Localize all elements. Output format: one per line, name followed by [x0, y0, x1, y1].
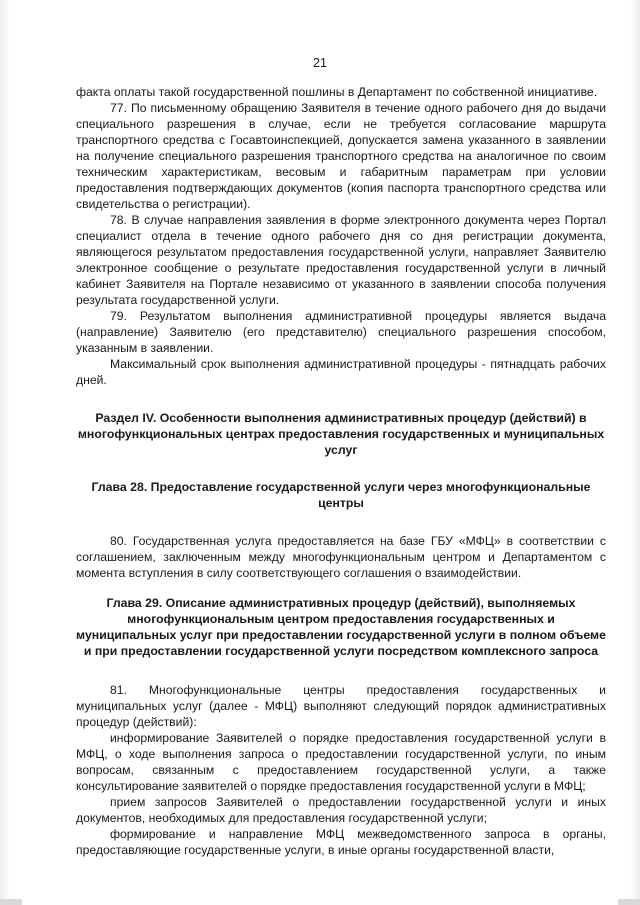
- paragraph-81-item-reception: прием запросов Заявителей о предоставлении государственной услуги и иных документов, необходимых для предоставления государственной услуги;: [76, 795, 606, 825]
- scan-edge-right: [618, 899, 640, 905]
- paragraph-79: 79. Результатом выполнения административной процедуры является выдача (направление) Заявителю (его представителю) специального разрешения способом, указанным в заявлении.: [76, 309, 606, 355]
- paragraph-81: 81. Многофункциональные центры предоставления государственных и муниципальных услуг (далее - МФЦ) выполняют следующий порядок административных процедур (действий):: [76, 683, 606, 729]
- page-number: 21: [313, 56, 327, 70]
- paragraph-81-item-informing: информирование Заявителей о порядке предоставления государственной услуги в МФЦ, о ходе выполнения запроса о предоставлении государственной услуги, по иным вопросам, связанным с предоставлением государственной услуги, а также консультирование заявителей о порядке предоставления государственной услуги в МФЦ;: [76, 731, 606, 793]
- paragraph-80: 80. Государственная услуга предоставляется на базе ГБУ «МФЦ» в соответствии с соглашением, заключенным между многофункциональным центром и Департаментом с момента вступления в силу соответствующего соглашения о взаимодействии.: [76, 534, 606, 580]
- paragraph-78: 78. В случае направления заявления в форме электронного документа через Портал специалист отдела в течение одного рабочего дня со дня регистрации документа, являющегося результатом предоставления государственной услуги, направляет Заявителю электронное сообщение о результате предоставления государственной услуги в личный кабинет Заявителя на Портале независимо от указанного в заявлении способа получения результата государственной услуги.: [76, 213, 606, 307]
- page-content: [76, 84, 606, 858]
- scan-edge-left: [0, 899, 22, 905]
- paragraph-continuation: факта оплаты такой государственной пошлины в Департамент по собственной инициативе.: [76, 85, 598, 99]
- paragraph-max-term: Максимальный срок выполнения административной процедуры - пятнадцать рабочих дней.: [76, 357, 606, 387]
- section-heading-4: Раздел IV. Особенности выполнения административных процедур (действий) в многофункциональных центрах предоставления государственных и муниципальных услуг: [77, 411, 605, 457]
- paragraph-81-item-interagency: формирование и направление МФЦ межведомственного запроса в органы, предоставляющие государственные услуги, в иные органы государственной власти,: [76, 827, 606, 857]
- chapter-heading-29: Глава 29. Описание административных процедур (действий), выполняемых многофункциональным центром предоставления государственных и муниципальных услуг при предоставлении государственной услуги в полном объеме и при предоставлении государственной услуги посредством комплексного запроса: [76, 596, 606, 658]
- paragraph-77: 77. По письменному обращению Заявителя в течение одного рабочего дня до выдачи специального разрешения в случае, если не требуется согласование маршрута транспортного средства с Госавтоинспекцией, допускается замена указанного в заявлении на получение специального разрешения транспортного средства на аналогичное по своим техническим характеристикам, весовым и габаритным параметрам при условии предоставления подтверждающих документов (копия паспорта транспортного средства или свидетельства о регистрации).: [76, 101, 606, 211]
- chapter-heading-28: Глава 28. Предоставление государственной услуги через многофункциональные центры: [91, 480, 591, 510]
